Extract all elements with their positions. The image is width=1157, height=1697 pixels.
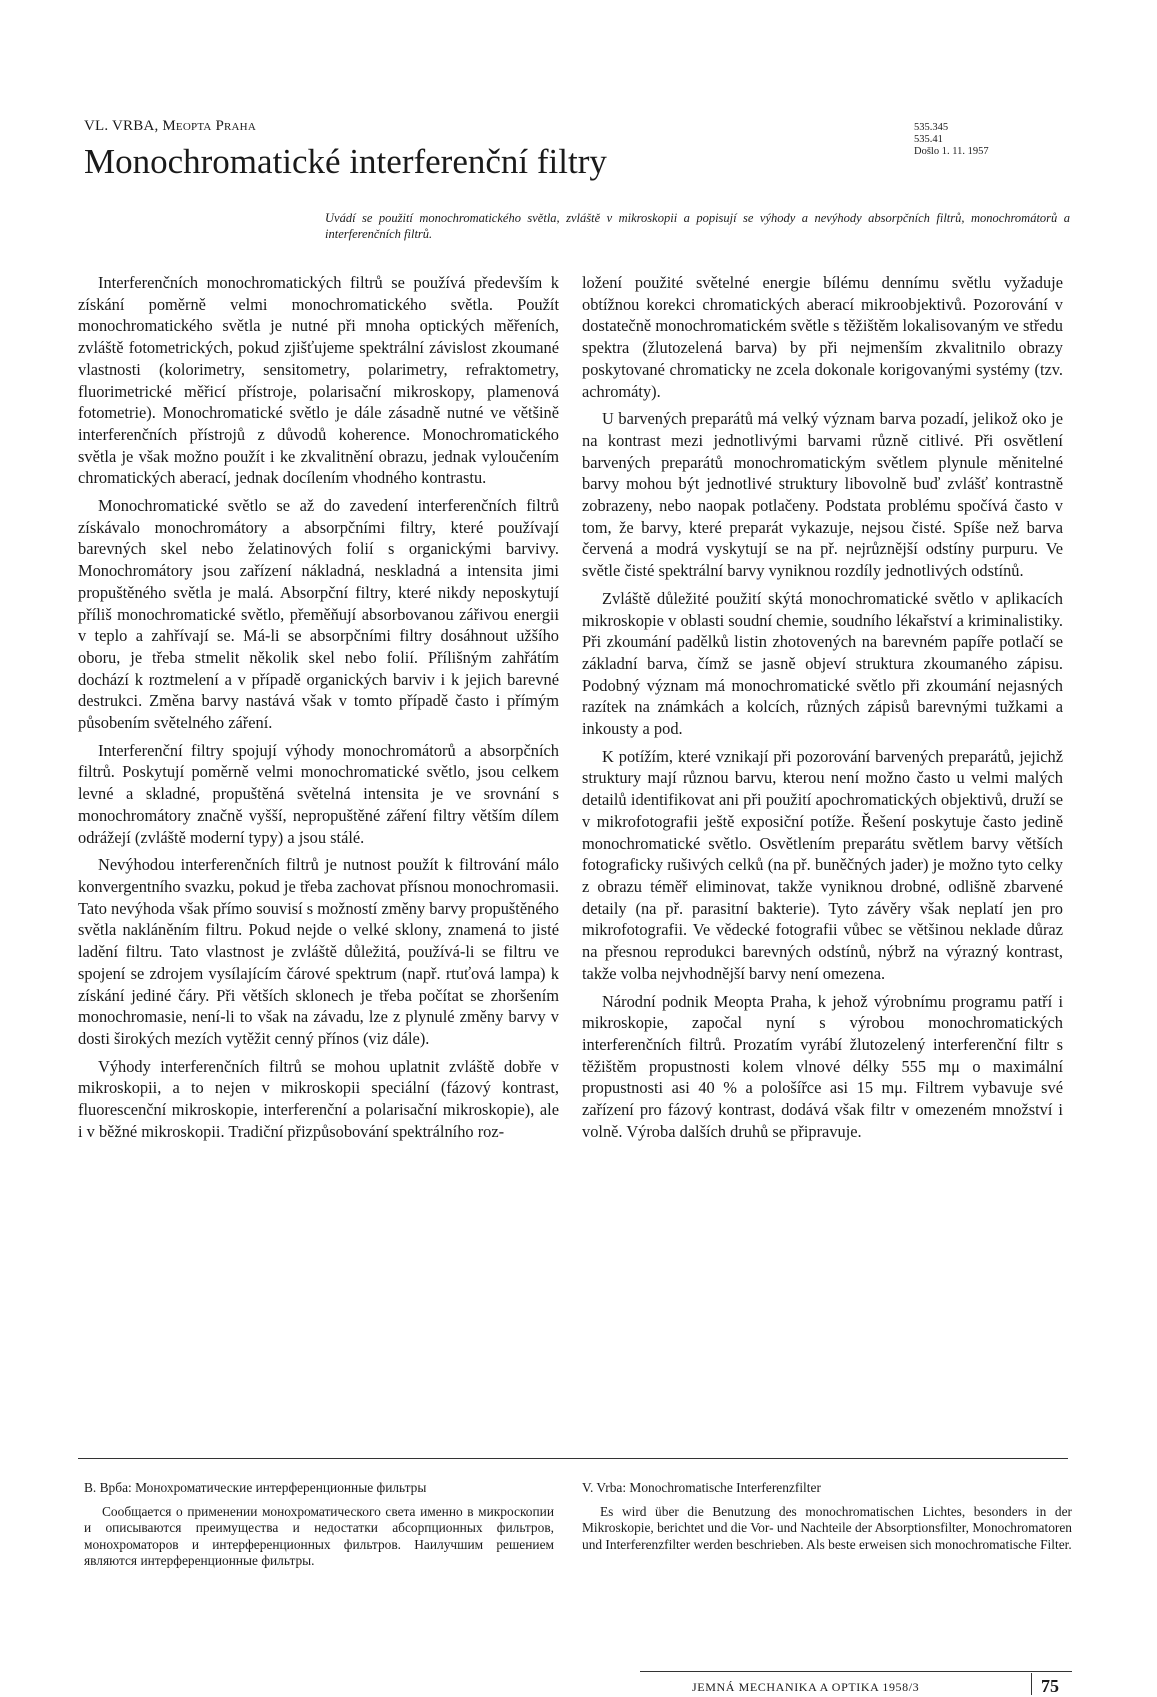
page-number: 75 xyxy=(1041,1676,1059,1696)
paragraph: Interferenční filtry spojují výhody monochromátorů a absorpčních filtrů. Poskytují poměrně velmi monochromatické světlo, jsou celkem levné a skladné, propuštěná světelná intensita je ve srovnání s monochromátory značně vyšší, nepropuštěné záření filtry větším dílem odrážejí (zvláště moderní typy) a jsou stálé. xyxy=(78,740,559,847)
body-column-left xyxy=(78,272,559,1148)
footer-divider xyxy=(640,1671,1072,1672)
paragraph: ložení použité světelné energie bílému dennímu světlu vyžaduje obtížnou korekci chromatických aberací mikroobjektivů. Pozorování v dostatečně monochromatickém světle s těžištěm lokalisovaným ve středu spektra (žlutozelená barva) by při nejmenším zkvalitnilo obrazy poskytované chromaticky ne zcela dokonale korigovanými systémy (tzv. achromáty). xyxy=(582,273,1063,401)
paragraph: Zvláště důležité použití skýtá monochromatické světlo v aplikacích mikroskopie v oblasti soudní chemie, soudního lékařství a kriminalistiky. Při zkoumání padělků listin zhotovených na barevném papíře potlačí se základní barva, čímž se jasně objeví struktura zkoumaného zápisu. Podobný význam má monochromatické světlo při zkoumání nejasných razítek na známkách a kolcích, různých zápisů barevnými tužkami a inkousty a pod. xyxy=(582,588,1063,739)
summary-text: Сообщается о применении монохроматического света именно в микроскопии и описываются преимущества и недостатки абсорпционных фильтров, монохроматоров и интерференционных фильтров. Наилучшим решением являются интерференционные фильтры. xyxy=(84,1504,554,1568)
summary-german xyxy=(582,1480,1072,1553)
abstract: Uvádí se použití monochromatického světla, zvláště v mikroskopii a popisují se výhody a nevýhody absorpčních filtrů, monochromátorů a interferenčních filtrů. xyxy=(325,211,1070,241)
section-divider xyxy=(78,1458,1068,1459)
article-meta xyxy=(914,122,989,158)
summary-russian xyxy=(84,1480,554,1569)
paragraph: K potížím, které vznikají při pozorování barvených preparátů, jejichž struktury mají různou barvu, kterou není možno často u velmi malých detailů identifikovat ani při použití apochromatických objektivů, druží se v mikrofotografii ještě exposiční potíže. Řešení poskytuje často jedině monochromatické světlo. Osvětlením preparátu světlem barvy větších fotograficky rušivých celků (na př. buněčných jader) je možno tyto celky z obrazu téměř eliminovat, takže vyniknou drobné, odlišně zbarvené detaily (na př. parasitní bakterie). Tyto závěry však neplatí jen pro mikrofotografii. Ve vědecké fotografii vůbec se většinou neklade důraz na přesnou reprodukci barevných odstínů, nýbrž na výrazný kontrast, takže volba nejvhodnější barvy není omezena. xyxy=(582,746,1063,983)
summary-text: Es wird über die Benutzung des monochromatischen Lichtes, besonders in der Mikroskopie, berichtet und die Vor- und Nachteile der Absorptionsfilter, Monochromatoren und Interferenzfilter werden beschrieben. Als beste erweisen sich monochromatische Filter. xyxy=(582,1504,1072,1552)
summary-title: V. Vrba: Monochromatische Interferenzfilter xyxy=(582,1480,821,1495)
journal-name: JEMNÁ MECHANIKA A OPTIKA 1958/3 xyxy=(692,1680,920,1694)
author-line: VL. VRBA, Meopta Praha xyxy=(84,118,256,134)
paragraph: Nevýhodou interferenčních filtrů je nutnost použít k filtrování málo konvergentního svazku, pokud je třeba zachovat přísnou monochromasii. Tato nevýhoda však přímo souvisí s možností změny barvy propuštěného světla nakláněním filtru. Pokud nejde o velké sklony, znamená to jisté ladění filtru. Tato vlastnost je zvláště důležitá, používá-li se filtru ve spojení se zdrojem vysílajícím čárové spektrum (např. rtuťová lampa) k získání jediné čáry. Při větších sklonech je třeba počítat se zhoršením monochromasie, není-li to však na závadu, lze z plynulé změny barvy v dosti širokých mezích vytěžit cenný přínos (viz dále). xyxy=(78,855,559,1048)
classification-code: 535.345 xyxy=(914,122,949,133)
paragraph: Výhody interferenčních filtrů se mohou uplatnit zvláště dobře v mikroskopii, a to nejen v mikroskopii speciální (fázový kontrast, fluorescenční mikroskopie, interferenční a polarisační mikroskopie), ale i v běžné mikroskopii. Tradiční přizpůsobování spektrálního roz- xyxy=(78,1056,559,1141)
body-column-right xyxy=(582,272,1063,1148)
article-title: Monochromatické interferenční filtry xyxy=(84,142,607,181)
paragraph: Monochromatické světlo se až do zavedení interferenčních filtrů získávalo monochromátory a absorpčními filtry, které používají barevných skel nebo želatinových folií s organickými barvivy. Monochromátory jsou zařízení nákladná, neskladná a intensita jimi propuštěného světla je malá. Absorpční filtry, které nikdy neposkytují příliš monochromatické světlo, přeměňují absorbovanou zářivou energii v teplo a zahřívají se. Má-li se absorpčními filtry dosáhnout užšího oboru, je třeba stmelit několik skel nebo folií. Přílišným zahřátím dochází k roztmelení a v případě organických barviv i k jejich barevné destrukci. Změna barvy nastává však v tomto případě často i přímým působením světelného záření. xyxy=(78,496,559,733)
footer-separator xyxy=(1031,1673,1032,1695)
received-date: Došlo 1. 11. 1957 xyxy=(914,146,989,157)
paragraph: U barvených preparátů má velký význam barva pozadí, jelikož oko je na kontrast mezi jednotlivými barvami různě citlivé. Při osvětlení barvených preparátů monochromatickým světlem plynule měnitelné barvy mohou být jednotlivé struktury libovolně buď zvlášť kontrastně zobrazeny, nebo naopak potlačeny. Podstata problému spočívá často v tom, že barvy, které preparát vykazuje, nejsou čisté. Spíše než barva červená a modrá vyskytují se na př. nejrůznější odstíny purpuru. Ve světle čisté spektrální barvy vyniknou rozdíly jednotlivých odstínů. xyxy=(582,409,1063,581)
paragraph: Interferenčních monochromatických filtrů se používá především k získání poměrně velmi monochromatického světla. Použít monochromatického světla je nutné při mnoha optických měřeních, zvláště fotometrických, pokud zjišťujeme spektrální závislost zkoumané vlastnosti (kolorimetry, sensitometry, polarimetry, refraktometry, fluorimetrické měřicí přístroje, polarisační mikroskopy, plamenová fotometrie). Monochromatické světlo je dále zásadně nutné ve většině interferenčních přístrojů z důvodů koherence. Monochromatického světla je však možno použít i ke zkvalitnění obrazu, jednak vyloučením chromatických aberací, jednak docílením vhodného kontrastu. xyxy=(78,273,559,488)
summary-title: В. Врба: Монохроматические интерференционные фильтры xyxy=(84,1480,427,1495)
classification-code: 535.41 xyxy=(914,134,943,145)
paragraph: Národní podnik Meopta Praha, k jehož výrobnímu programu patří i mikroskopie, započal nyní s výrobou monochromatických interferenčních filtrů. Prozatím vyrábí žlutozelený interferenční filtr s těžištěm propustnosti kolem vlnové délky 555 mμ o maximální propustnosti asi 40 % a pološířce asi 15 mμ. Filtrem vybavuje své zařízení pro fázový kontrast, dodává však filtr v omezeném množství i volně. Výroba dalších druhů se připravuje. xyxy=(582,991,1063,1141)
